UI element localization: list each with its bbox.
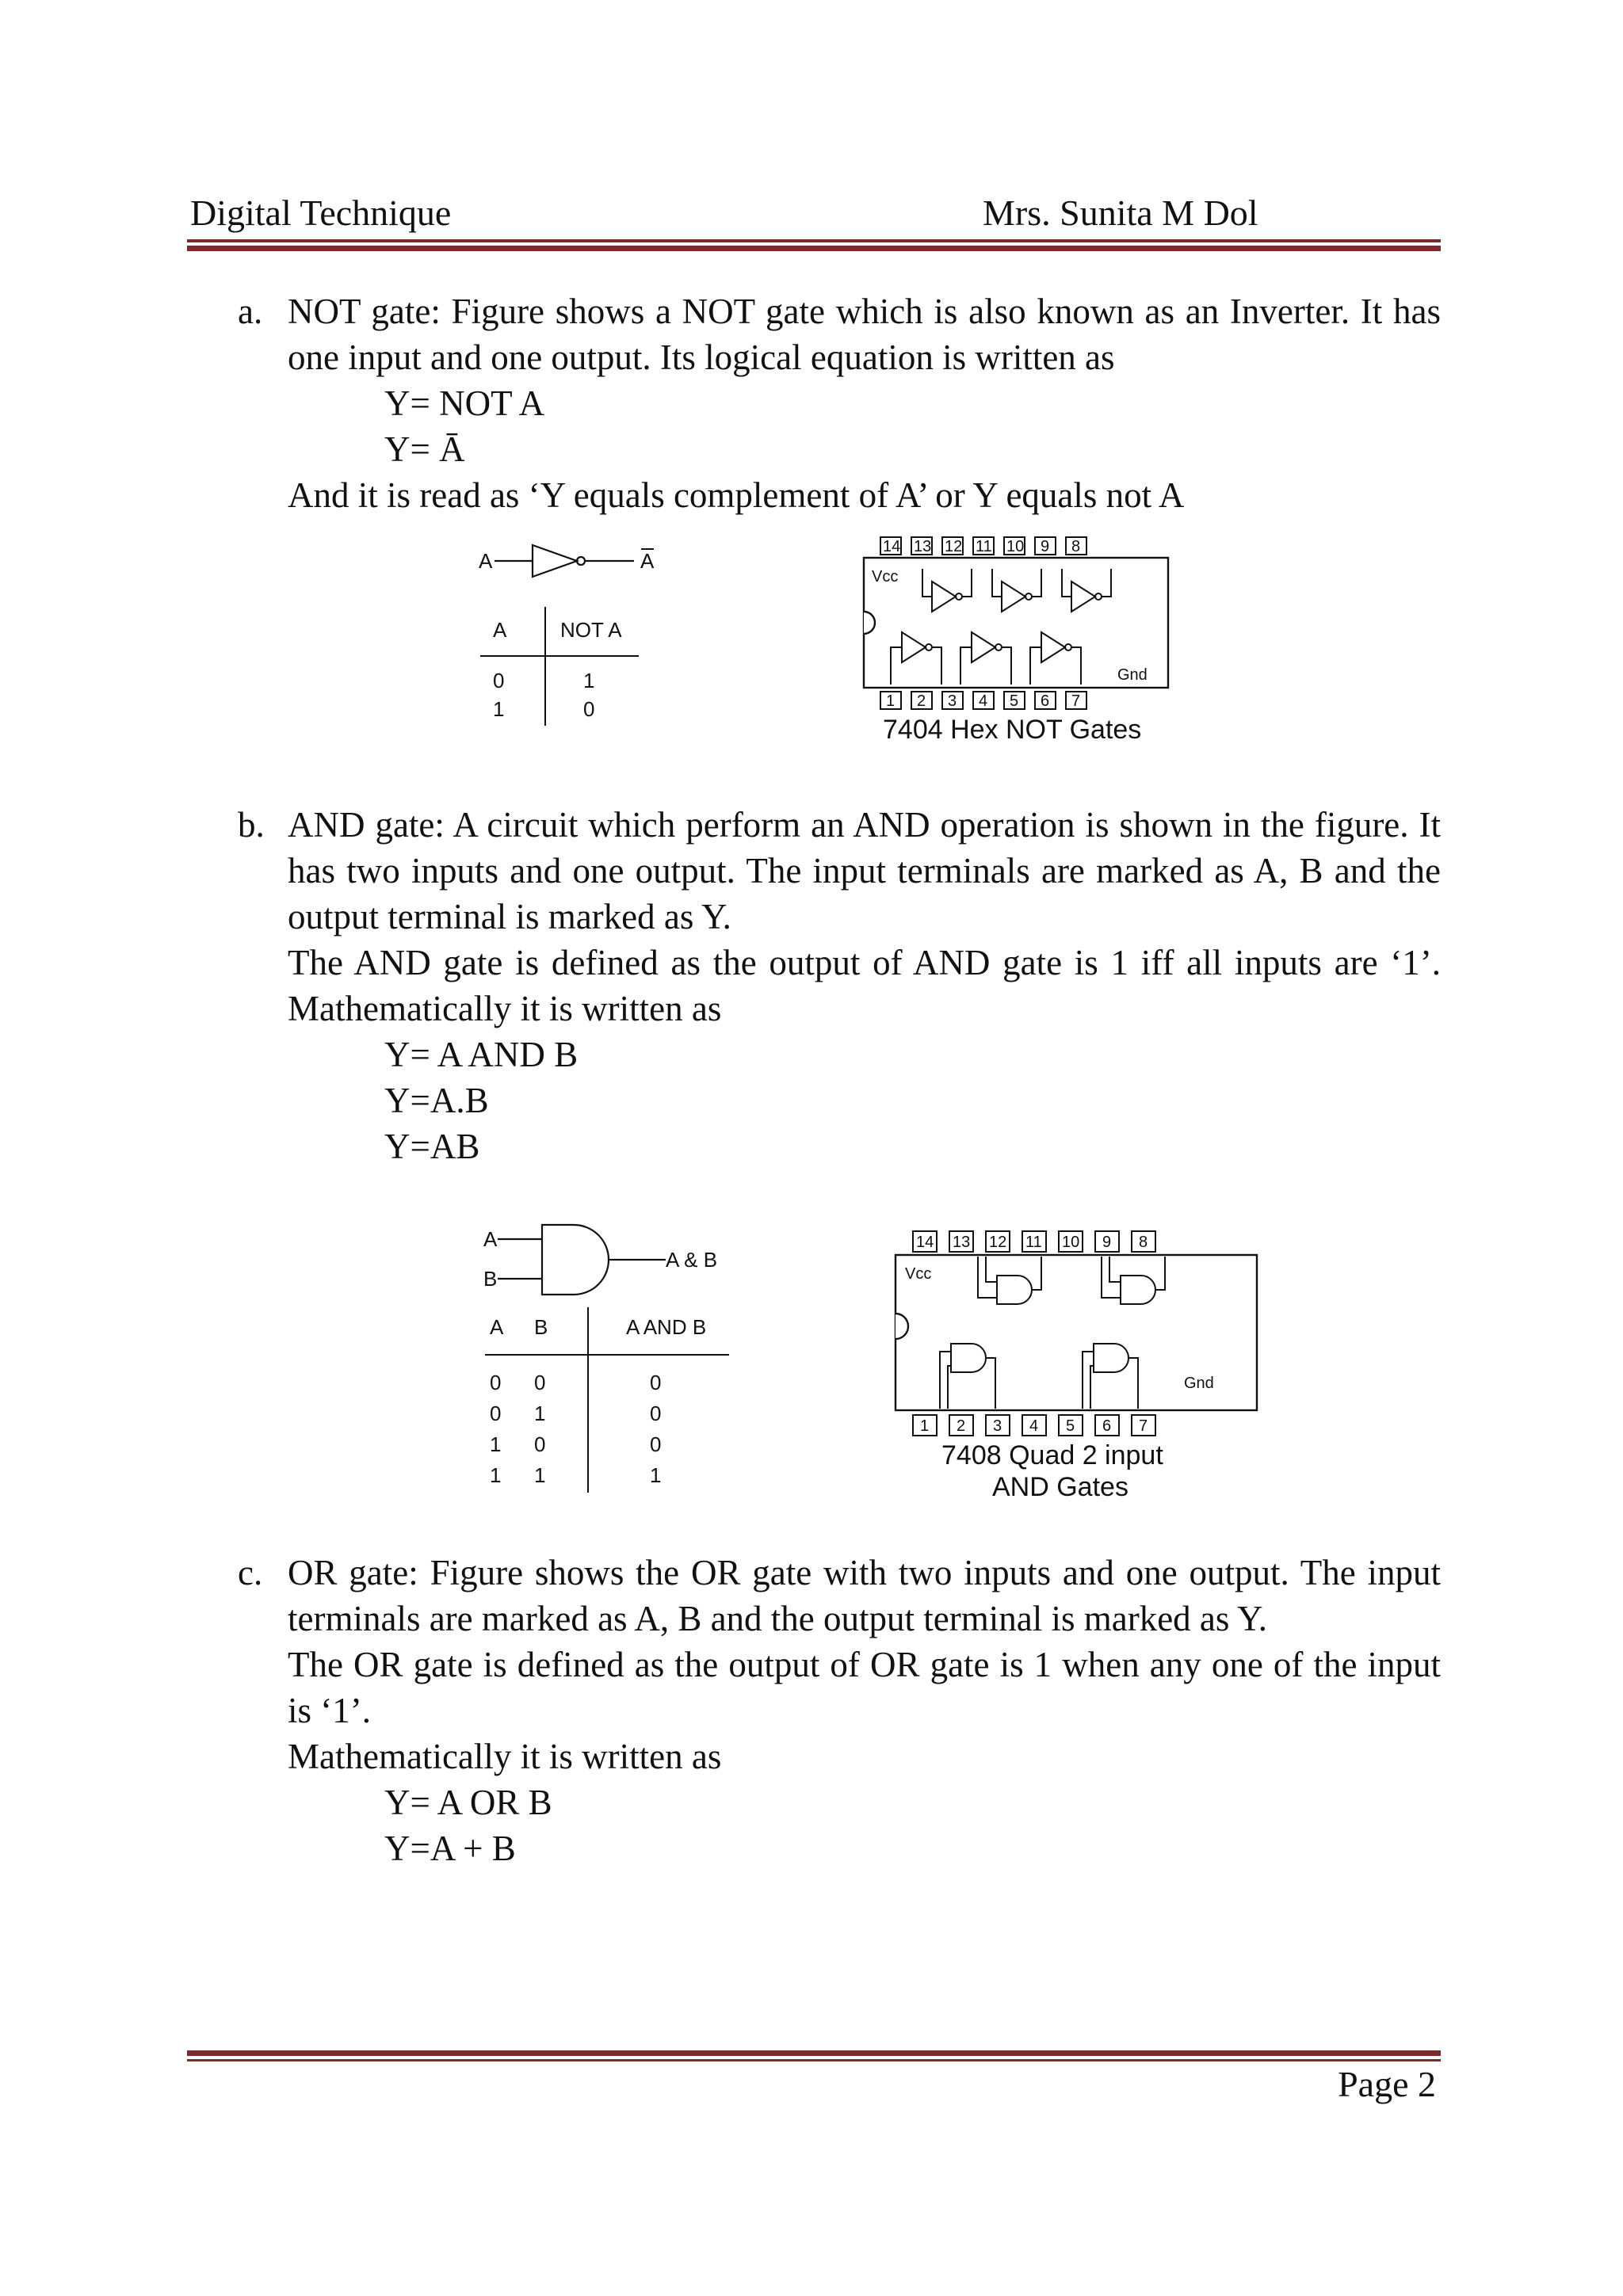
pin-label: 9 xyxy=(1041,538,1050,555)
pin-label: 7 xyxy=(1139,1417,1148,1435)
pin-label: 6 xyxy=(1102,1417,1112,1435)
gate-output-label: A & B xyxy=(666,1248,718,1272)
gnd-label: Gnd xyxy=(1184,1375,1214,1392)
truth-table-cell: 0 xyxy=(650,1432,662,1456)
equation: Y= Ā xyxy=(384,429,465,469)
ic-caption: 7408 Quad 2 input xyxy=(941,1440,1163,1470)
truth-table-cell: 1 xyxy=(493,697,505,721)
pin-label: 11 xyxy=(976,538,992,555)
truth-table-header: B xyxy=(534,1315,548,1339)
truth-table-cell: 0 xyxy=(534,1432,546,1456)
ic-7404-figure xyxy=(856,529,1181,751)
section-definition: The OR gate is defined as the output of OR gate is 1 when any one of the input is ‘1’. xyxy=(288,1645,1441,1730)
pin-label: 2 xyxy=(917,692,926,710)
gate-input-label: A xyxy=(479,549,493,573)
pin-label: 1 xyxy=(886,692,896,710)
truth-table xyxy=(480,607,639,726)
truth-table-cell: 0 xyxy=(583,697,595,721)
truth-table xyxy=(485,1307,729,1493)
pin-label: 7 xyxy=(1071,692,1081,710)
section-intro: NOT gate: Figure shows a NOT gate which is also known as an Inverter. It has one input and one output. Its logical equation is written as xyxy=(288,292,1441,377)
header-rule-bottom xyxy=(187,246,1441,251)
pin-label: 9 xyxy=(1102,1234,1112,1251)
truth-table-cell: 1 xyxy=(534,1402,546,1425)
truth-table-cell: 0 xyxy=(490,1402,502,1425)
truth-table-cell: 0 xyxy=(490,1371,502,1394)
pin-label: 6 xyxy=(1041,692,1050,710)
truth-table-cell: 0 xyxy=(650,1371,662,1394)
pin-label: 8 xyxy=(1071,538,1081,555)
pin-label: 14 xyxy=(916,1234,934,1251)
footer-rule-top xyxy=(187,2050,1441,2056)
truth-table-cell: 1 xyxy=(490,1463,502,1487)
ic-7408-figure xyxy=(886,1225,1266,1510)
vcc-label: Vcc xyxy=(872,568,899,585)
section-marker: c. xyxy=(238,1553,263,1592)
truth-table-header: A AND B xyxy=(626,1315,707,1339)
truth-table-cell: 0 xyxy=(534,1371,546,1394)
truth-table-cell: 0 xyxy=(650,1402,662,1425)
pin-label: 10 xyxy=(1062,1234,1080,1251)
pin-label: 4 xyxy=(979,692,988,710)
header-rule-top xyxy=(187,239,1441,242)
pin-label: 14 xyxy=(883,538,901,555)
gnd-label: Gnd xyxy=(1117,666,1148,684)
pin-label: 8 xyxy=(1139,1234,1148,1251)
truth-table-cell: 1 xyxy=(534,1463,546,1487)
truth-table-cell: 0 xyxy=(493,669,505,692)
and-gate-symbols xyxy=(940,1257,1165,1409)
pin-label: 10 xyxy=(1006,538,1025,555)
footer-rule-bottom xyxy=(187,2059,1441,2061)
not-gate-symbol xyxy=(495,545,634,577)
equation: Y=A + B xyxy=(384,1829,516,1868)
pin-label: 3 xyxy=(948,692,957,710)
section-lead: Mathematically it is written as xyxy=(288,1737,722,1776)
pin-label: 13 xyxy=(914,538,932,555)
inverter-symbols xyxy=(891,569,1111,685)
equation: Y=A.B xyxy=(384,1081,489,1120)
gate-output-label: A xyxy=(640,549,655,573)
equation: Y= NOT A xyxy=(384,383,545,423)
header-author: Mrs. Sunita M Dol xyxy=(983,193,1258,233)
truth-table-header: A xyxy=(490,1315,504,1339)
truth-table-header: A xyxy=(493,618,507,642)
pin-label: 4 xyxy=(1029,1417,1039,1435)
pin-label: 12 xyxy=(989,1234,1007,1251)
ic-notch xyxy=(896,1314,908,1339)
and-gate-figure xyxy=(479,1220,740,1497)
not-gate-figure xyxy=(475,532,658,730)
section-marker: b. xyxy=(238,805,265,845)
pin-label: 5 xyxy=(1066,1417,1075,1435)
section-closing: And it is read as ‘Y equals complement of A’ or Y equals not A xyxy=(288,475,1185,515)
section-intro: AND gate: A circuit which perform an AND operation is shown in the figure. It has two inputs and one output. The input terminals are marked as A, B and the output terminal is marked as Y. xyxy=(288,805,1441,936)
pin-label: 1 xyxy=(920,1417,930,1435)
truth-table-cell: 1 xyxy=(490,1432,502,1456)
section-intro: OR gate: Figure shows the OR gate with two inputs and one output. The input terminals are marked as A, B and the output terminal is marked as Y. xyxy=(288,1553,1441,1638)
equation: Y=AB xyxy=(384,1127,480,1166)
ic-caption: 7404 Hex NOT Gates xyxy=(883,715,1142,745)
truth-table-header: NOT A xyxy=(560,618,622,642)
ic-notch xyxy=(864,612,875,634)
pin-label: 13 xyxy=(953,1234,971,1251)
header-title: Digital Technique xyxy=(190,193,452,233)
section-marker: a. xyxy=(238,292,263,331)
pin-label: 3 xyxy=(993,1417,1002,1435)
equation: Y= A AND B xyxy=(384,1035,579,1074)
pin-label: 5 xyxy=(1010,692,1019,710)
pin-label: 2 xyxy=(957,1417,966,1435)
section-definition: The AND gate is defined as the output of AND gate is 1 iff all inputs are ‘1’. Mathematically it is written as xyxy=(288,943,1441,1028)
vcc-label: Vcc xyxy=(905,1265,932,1283)
ic-caption: AND Gates xyxy=(992,1472,1128,1502)
page-number: Page 2 xyxy=(1338,2064,1436,2104)
equation: Y= A OR B xyxy=(384,1783,552,1822)
and-gate-symbol xyxy=(498,1225,666,1295)
pin-label: 11 xyxy=(1025,1234,1042,1251)
gate-input-label: A xyxy=(483,1227,498,1251)
truth-table-cell: 1 xyxy=(583,669,595,692)
pin-label: 12 xyxy=(945,538,963,555)
truth-table-cell: 1 xyxy=(650,1463,662,1487)
gate-input-label: B xyxy=(483,1267,498,1291)
